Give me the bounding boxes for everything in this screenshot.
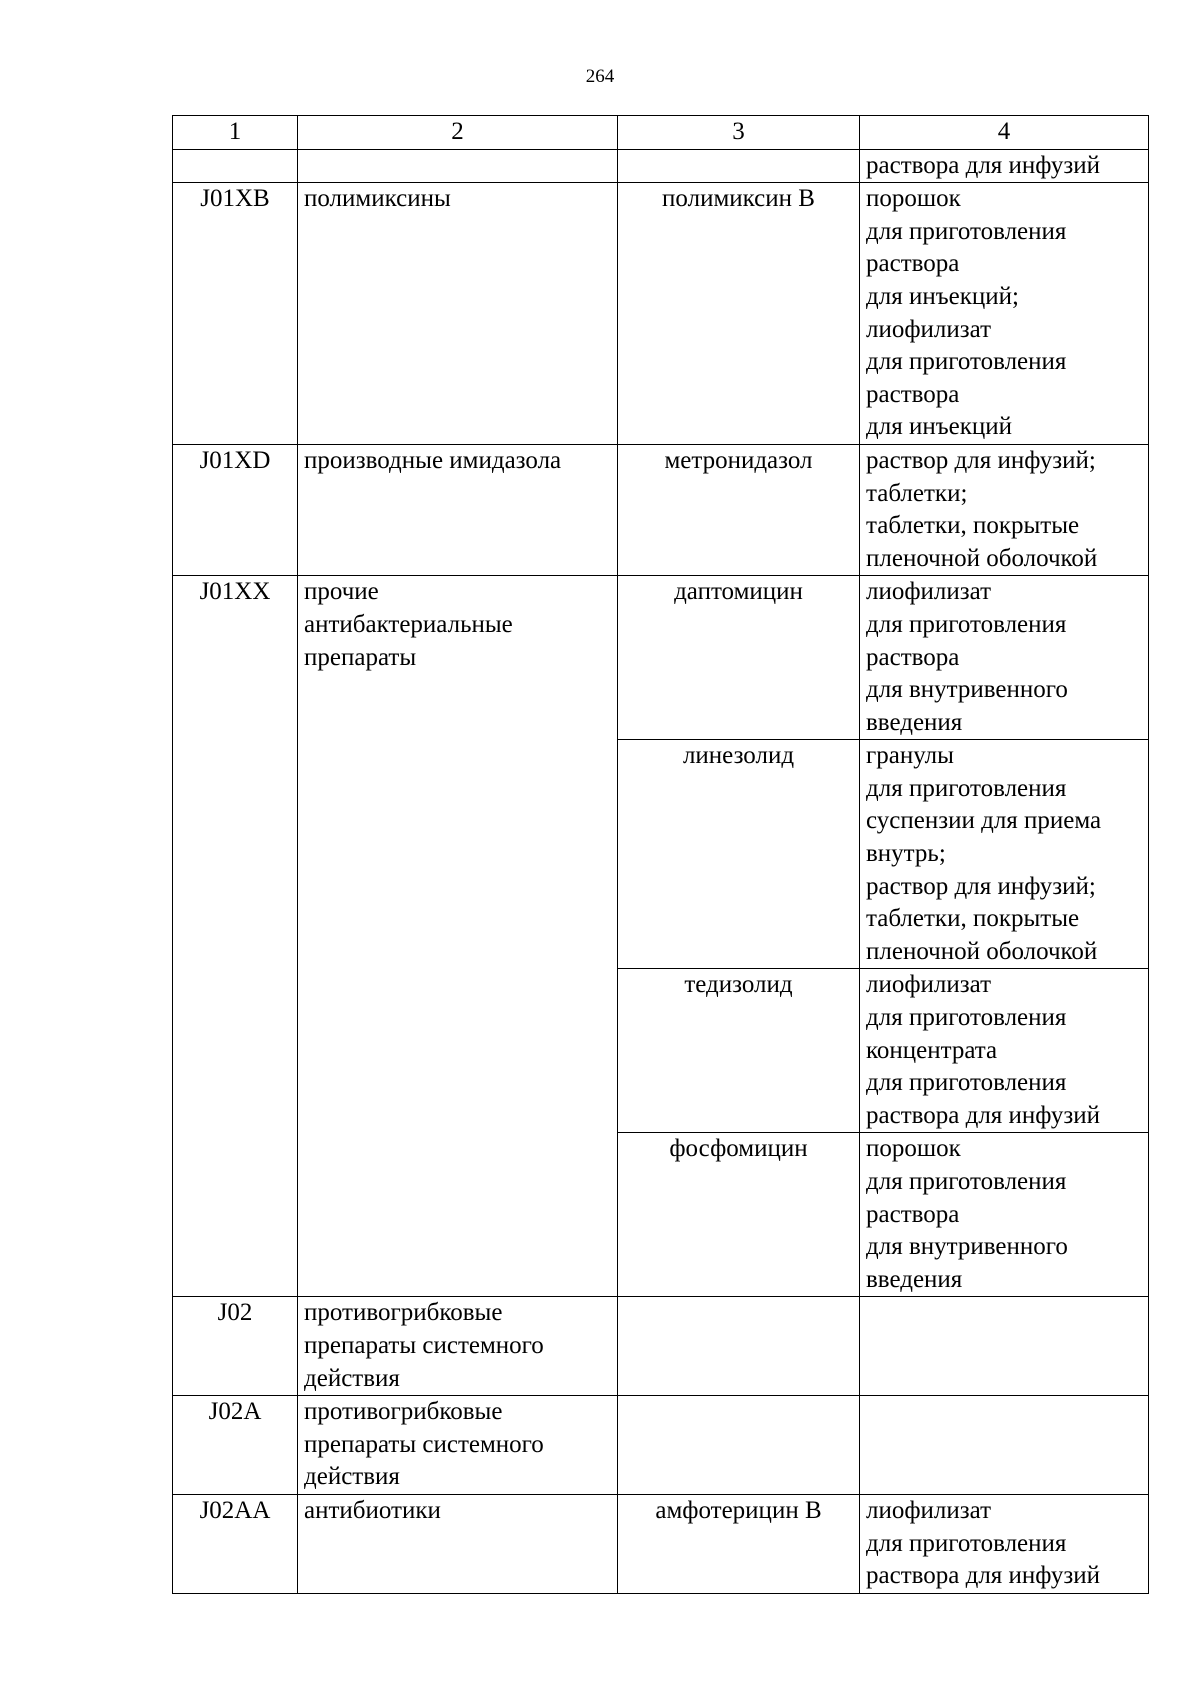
group-line: препараты xyxy=(304,643,417,671)
dosage-form-line: раствора для инфузий xyxy=(866,1562,1101,1590)
atc-code-cell: J01XX xyxy=(173,576,298,1297)
drug-cell: даптомицин xyxy=(618,576,860,740)
group-line: противогрибковые xyxy=(304,1398,503,1426)
dosage-forms-cell xyxy=(860,1297,1149,1396)
dosage-form-line: внутрь; xyxy=(866,840,946,868)
dosage-form-line: для приготовления xyxy=(866,1529,1067,1557)
dosage-form-line: для приготовления xyxy=(866,774,1067,802)
drug-cell: полимиксин В xyxy=(618,183,860,445)
dosage-form-line: раствора xyxy=(866,380,960,408)
drug-cell: метронидазол xyxy=(618,444,860,575)
dosage-form-line: раствора для инфузий xyxy=(866,1101,1101,1129)
dosage-form-line: пленочной оболочкой xyxy=(866,544,1098,572)
page-number: 264 xyxy=(585,66,615,87)
dosage-form-line: для приготовления xyxy=(866,610,1067,638)
dosage-form-line: раствор для инфузий; xyxy=(866,872,1096,900)
drug-cell: линезолид xyxy=(618,740,860,969)
dosage-forms-cell xyxy=(860,444,1149,575)
table-row xyxy=(173,1297,1149,1396)
atc-code-cell: J02 xyxy=(173,1297,298,1396)
column-header: 2 xyxy=(298,116,618,150)
dosage-forms-cell xyxy=(860,740,1149,969)
atc-code-cell xyxy=(173,149,298,183)
group-line: противогрибковые xyxy=(304,1299,503,1327)
drug-table xyxy=(172,115,1149,1594)
dosage-form-line: раствора xyxy=(866,1200,960,1228)
table-row xyxy=(173,1396,1149,1495)
column-header: 1 xyxy=(173,116,298,150)
drug-cell: тедизолид xyxy=(618,969,860,1133)
table-row xyxy=(173,576,1149,740)
dosage-forms-cell xyxy=(860,1494,1149,1593)
column-header: 4 xyxy=(860,116,1149,150)
group-cell xyxy=(298,149,618,183)
dosage-forms-cell xyxy=(860,149,1149,183)
dosage-forms-cell xyxy=(860,1133,1149,1297)
dosage-form-line: суспензии для приема xyxy=(866,807,1102,835)
dosage-form-line: для внутривенного xyxy=(866,1233,1068,1261)
group-line: действия xyxy=(304,1463,400,1491)
table-row xyxy=(173,1494,1149,1593)
group-cell xyxy=(298,1396,618,1495)
dosage-form-line: для инъекций; xyxy=(866,282,1019,310)
group-cell xyxy=(298,1297,618,1396)
dosage-form-line: порошок xyxy=(866,185,961,213)
dosage-forms-cell xyxy=(860,183,1149,445)
drug-cell: фосфомицин xyxy=(618,1133,860,1297)
column-header: 3 xyxy=(618,116,860,150)
dosage-form-line: лиофилизат xyxy=(866,315,992,343)
group-line: препараты системного xyxy=(304,1430,544,1458)
dosage-form-line: таблетки; xyxy=(866,479,968,507)
atc-code-cell: J02AA xyxy=(173,1494,298,1593)
dosage-forms-cell xyxy=(860,576,1149,740)
table-header-row xyxy=(173,116,1149,150)
dosage-forms-cell xyxy=(860,969,1149,1133)
group-cell xyxy=(298,576,618,1297)
group-line: прочие xyxy=(304,578,379,606)
drug-cell xyxy=(618,149,860,183)
dosage-form-line: таблетки, покрытые xyxy=(866,905,1080,933)
dosage-form-line: раствор для инфузий; xyxy=(866,446,1096,474)
group-cell xyxy=(298,444,618,575)
dosage-form-line: для приготовления xyxy=(866,1069,1067,1097)
group-line: антибактериальные xyxy=(304,610,513,638)
group-line: антибиотики xyxy=(304,1496,441,1524)
dosage-form-line: гранулы xyxy=(866,742,954,770)
dosage-form-line: лиофилизат xyxy=(866,578,992,606)
drug-cell xyxy=(618,1396,860,1495)
dosage-form-line: введения xyxy=(866,1265,963,1293)
dosage-form-line: порошок xyxy=(866,1135,961,1163)
drug-cell xyxy=(618,1297,860,1396)
dosage-form-line: для приготовления xyxy=(866,217,1067,245)
atc-code-cell: J01XD xyxy=(173,444,298,575)
table-row xyxy=(173,149,1149,183)
atc-code-cell: J02A xyxy=(173,1396,298,1495)
dosage-form-line: раствора xyxy=(866,250,960,278)
group-cell xyxy=(298,1494,618,1593)
dosage-form-line: раствора xyxy=(866,643,960,671)
group-line: действия xyxy=(304,1364,400,1392)
dosage-form-line: раствора для инфузий xyxy=(866,151,1101,179)
dosage-forms-cell xyxy=(860,1396,1149,1495)
dosage-form-line: для инъекций xyxy=(866,413,1013,441)
dosage-form-line: для внутривенного xyxy=(866,676,1068,704)
table-row xyxy=(173,444,1149,575)
dosage-form-line: пленочной оболочкой xyxy=(866,937,1098,965)
dosage-form-line: для приготовления xyxy=(866,348,1067,376)
dosage-form-line: введения xyxy=(866,708,963,736)
group-line: производные имидазола xyxy=(304,446,562,474)
table-row xyxy=(173,183,1149,445)
group-line: препараты системного xyxy=(304,1331,544,1359)
dosage-form-line: таблетки, покрытые xyxy=(866,512,1080,540)
dosage-form-line: лиофилизат xyxy=(866,1496,992,1524)
dosage-form-line: для приготовления xyxy=(866,1004,1067,1032)
group-line: полимиксины xyxy=(304,185,451,213)
dosage-form-line: концентрата xyxy=(866,1036,998,1064)
dosage-form-line: лиофилизат xyxy=(866,971,992,999)
atc-code-cell: J01XB xyxy=(173,183,298,445)
group-cell xyxy=(298,183,618,445)
dosage-form-line: для приготовления xyxy=(866,1168,1067,1195)
drug-cell: амфотерицин В xyxy=(618,1494,860,1593)
